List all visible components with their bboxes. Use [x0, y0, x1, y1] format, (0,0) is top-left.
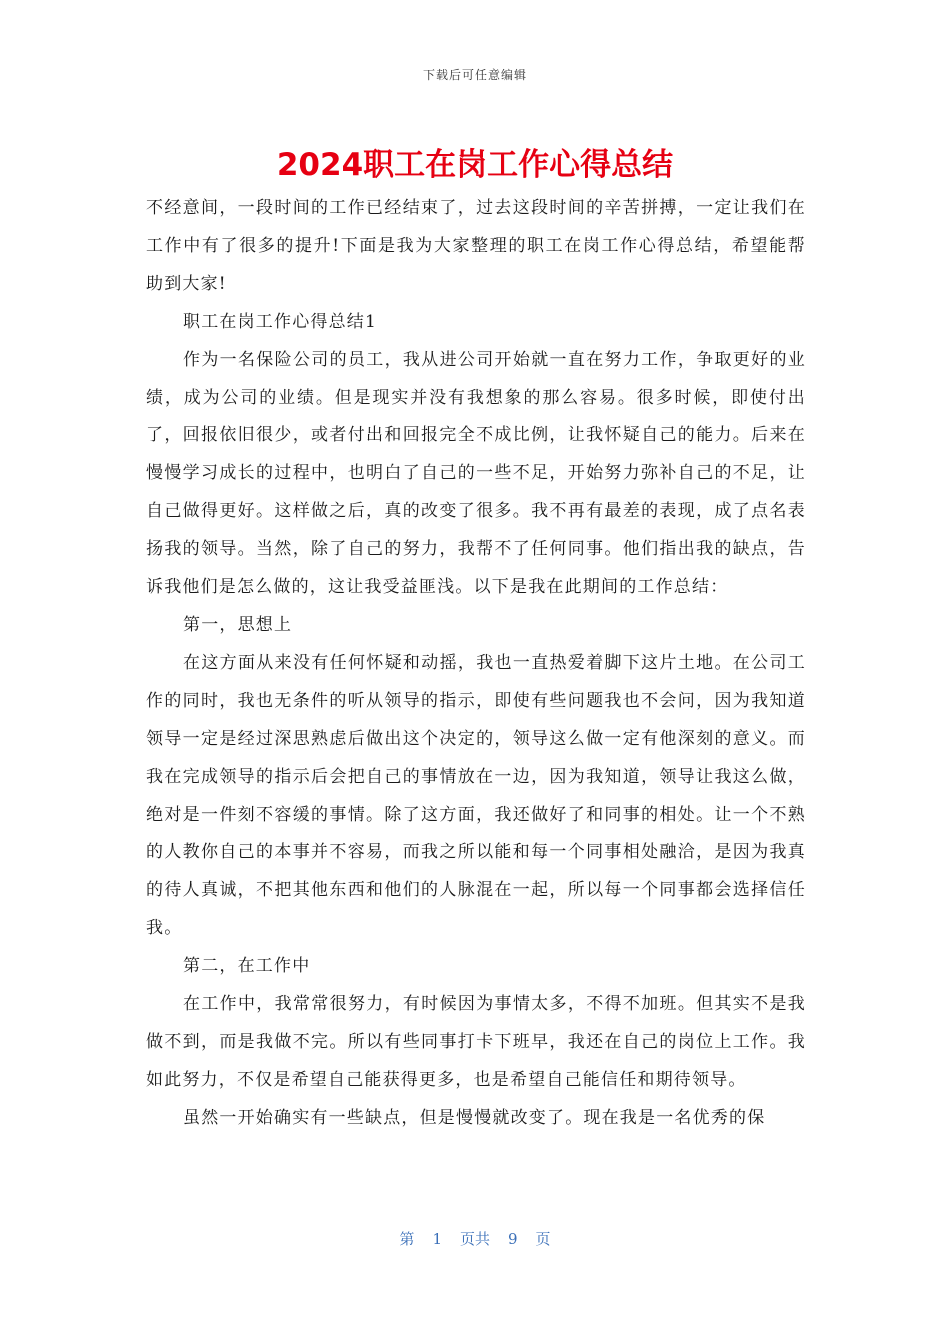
page-footer [0, 1228, 950, 1249]
page-number: 1 [432, 1230, 442, 1248]
section-heading-work: 第二，在工作中 [183, 956, 311, 977]
page-label-prefix: 第 [399, 1230, 415, 1248]
body-paragraph: 在这方面从来没有任何怀疑和动摇，我也一直热爱着脚下这片土地。在公司工作的同时，我也无条件的听从领导的指示，即使有些问题我也不会问，因为我知道领导一定是经过深思熟虑后做出这个决定的，领导这么做一定有他深刻的意义。而我在完成领导的指示后会把自己的事情放在一边，因为我知道，领导让我这么做，绝对是一件刻不容缓的事情。除了这方面，我还做好了和同事的相处。让一个不熟的人教你自己的本事并不容易，而我之所以能和每一个同事相处融洽，是因为我真的待人真诚，不把其他东西和他们的人脉混在一起，所以每一个同事都会选择信任我。 [146, 652, 806, 939]
document-body [146, 190, 806, 1138]
header-note: 下载后可任意编辑 [422, 68, 527, 82]
section-heading-summary-1: 职工在岗工作心得总结1 [183, 311, 378, 332]
intro-paragraph: 不经意间，一段时间的工作已经结束了，过去这段时间的辛苦拼搏，一定让我们在工作中有了很多的提升!下面是我为大家整理的职工在岗工作心得总结，希望能帮助到大家! [146, 198, 806, 294]
body-paragraph: 在工作中，我常常很努力，有时候因为事情太多，不得不加班。但其实不是我做不到，而是我做不完。所以有些同事打卡下班早，我还在自己的岗位上工作。我如此努力，不仅是希望自己能获得更多，也是希望自己能信任和期待领导。 [146, 994, 806, 1090]
page-label-middle: 页共 [459, 1230, 490, 1248]
body-paragraph: 虽然一开始确实有一些缺点，但是慢慢就改变了。现在我是一名优秀的保 [183, 1107, 766, 1128]
section-heading-thought: 第一，思想上 [183, 614, 293, 635]
document-title: 2024职工在岗工作心得总结 [276, 147, 674, 183]
total-pages: 9 [508, 1230, 518, 1248]
body-paragraph: 作为一名保险公司的员工，我从进公司开始就一直在努力工作，争取更好的业绩，成为公司的业绩。但是现实并没有我想象的那么容易。很多时候，即使付出了，回报依旧很少，或者付出和回报完全不成比例，让我怀疑自己的能力。后来在慢慢学习成长的过程中，也明白了自己的一些不足，开始努力弥补自己的不足，让自己做得更好。这样做之后，真的改变了很多。我不再有最差的表现，成了点名表扬我的领导。当然，除了自己的努力，我帮不了任何同事。他们指出我的缺点，告诉我他们是怎么做的，这让我受益匪浅。以下是我在此期间的工作总结： [146, 349, 806, 598]
page-label-suffix: 页 [535, 1230, 551, 1248]
